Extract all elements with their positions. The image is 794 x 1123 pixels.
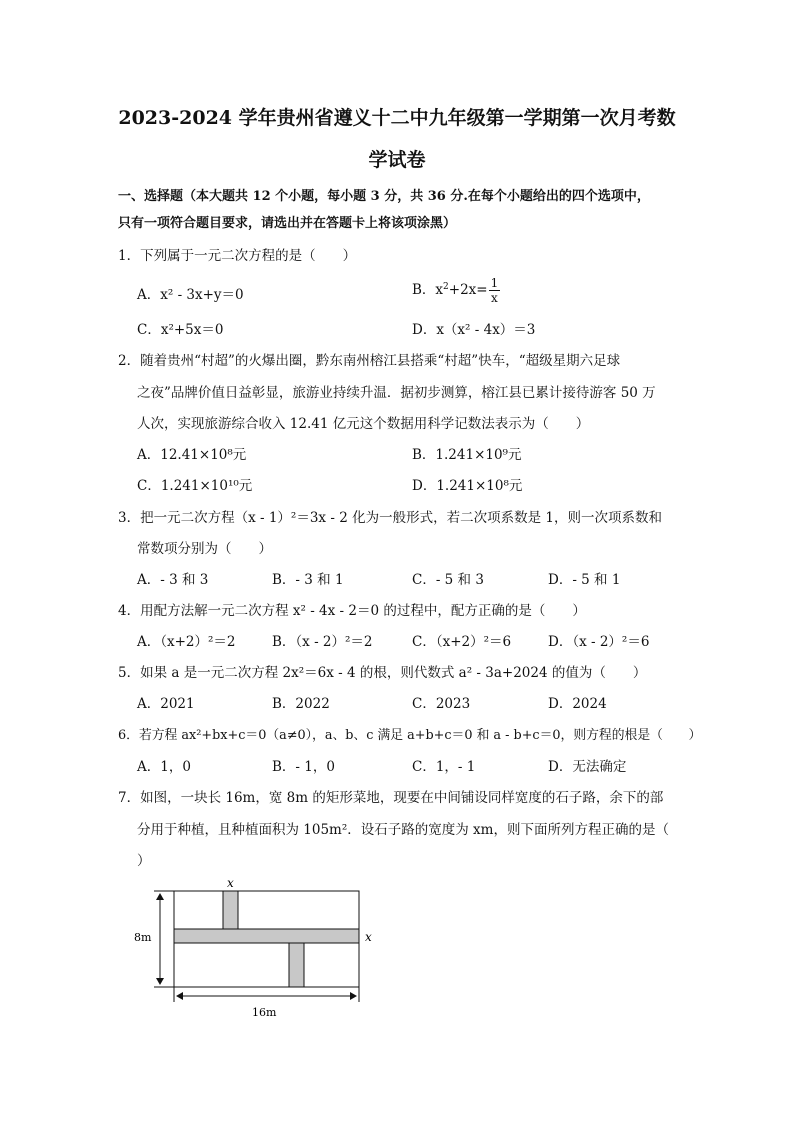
q7-line3: ） <box>137 853 151 869</box>
exam-title-line2: 学试卷 <box>368 149 426 171</box>
q1-stem: 1．下列属于一元二次方程的是（ ） <box>118 248 357 264</box>
q7-line1: 7．如图，一块长 16m，宽 8m 的矩形菜地，现要在中间铺设同样宽度的石子路，余下的部 <box>118 790 664 806</box>
label-x-top: x <box>227 876 234 890</box>
q5-option-b: B．2022 <box>272 696 330 712</box>
label-width: 16m <box>252 1006 277 1019</box>
q6-option-b: B．- 1，0 <box>272 759 335 775</box>
q1-option-b-mid: +2x= <box>448 282 488 298</box>
q4-option-b: B．（x - 2）²＝2 <box>272 634 373 650</box>
q4-stem: 4．用配方法解一元二次方程 x² - 4x - 2＝0 的过程中，配方正确的是（ ） <box>118 603 586 619</box>
q2-option-d: D．1.241×10⁸元 <box>412 478 523 494</box>
vertical-road-bottom <box>289 943 304 987</box>
q1-fraction-numerator: 1 <box>490 276 499 290</box>
q5-option-a: A．2021 <box>137 696 195 712</box>
q4-option-d: D．（x - 2）²＝6 <box>548 634 650 650</box>
q7-figure <box>130 875 390 1025</box>
q2-option-b: B．1.241×10⁹元 <box>412 447 522 463</box>
q6-stem: 6．若方程 ax²+bx+c＝0（a≠0），a、b、c 满足 a+b+c＝0 和 a - b+c＝0，则方程的根是（ ） <box>118 728 702 743</box>
q1-fraction-denominator: x <box>491 291 498 305</box>
q3-option-a: A．- 3 和 3 <box>137 572 209 588</box>
q6-option-d: D．无法确定 <box>548 759 627 775</box>
horizontal-road <box>174 929 359 943</box>
q6-option-a: A．1，0 <box>137 759 191 775</box>
q6-option-c: C．1，- 1 <box>412 759 476 775</box>
q3-line1: 3．把一元二次方程（x - 1）²＝3x - 2 化为一般形式，若二次项系数是 1，则一次项系数和 <box>118 510 662 526</box>
q3-option-c: C．- 5 和 3 <box>412 572 484 588</box>
q3-line2: 常数项分别为（ ） <box>137 541 272 557</box>
q3-option-d: D．- 5 和 1 <box>548 572 621 588</box>
q2-line2: 之夜”品牌价值日益彰显，旅游业持续升温．据初步测算，榕江县已累计接待游客 50 万 <box>137 385 656 401</box>
q2-line3: 人次，实现旅游综合收入 12.41 亿元这个数据用科学记数法表示为（ ） <box>137 416 590 432</box>
q1-option-a: A．x² - 3x+y＝0 <box>137 287 244 303</box>
q5-stem: 5．如果 a 是一元二次方程 2x²＝6x - 4 的根，则代数式 a² - 3a+2024 的值为（ ） <box>118 665 647 681</box>
q4-option-a: A．（x+2）²＝2 <box>137 634 236 650</box>
q1-option-b: B．$x^2+2x=$ $\frac{1}{x}$ <box>412 276 499 305</box>
q5-option-c: C．2023 <box>412 696 471 712</box>
label-x-right: x <box>365 930 372 944</box>
exam-title-line1: 2023-2024 学年贵州省遵义十二中九年级第一学期第一次月考数 <box>118 107 676 129</box>
q2-line1: 2．随着贵州“村超”的火爆出圈，黔东南州榕江县搭乘“村超”快车，“超级星期六足球 <box>118 353 621 369</box>
q1-option-b-prefix: B．x <box>412 282 444 298</box>
q1-option-d: D．x（x² - 4x）＝3 <box>412 322 536 338</box>
section-heading-line1: 一、选择题（本大题共 12 个小题，每小题 3 分，共 36 分.在每个小题给出的四个选项中， <box>118 189 650 204</box>
q2-option-a: A．12.41×10⁸元 <box>137 447 247 463</box>
q2-option-c: C．1.241×10¹⁰元 <box>137 478 253 494</box>
q1-option-c: C．x²+5x＝0 <box>137 322 224 338</box>
label-height: 8m <box>134 931 152 944</box>
section-heading-line2: 只有一项符合题目要求，请选出并在答题卡上将该项涂黑） <box>118 216 457 231</box>
q5-option-d: D．2024 <box>548 696 607 712</box>
q4-option-c: C．（x+2）²＝6 <box>412 634 512 650</box>
q7-line2: 分用于种植，且种植面积为 105m²．设石子路的宽度为 xm，则下面所列方程正确的是（ <box>137 822 669 838</box>
q3-option-b: B．- 3 和 1 <box>272 572 344 588</box>
vertical-road-top <box>223 891 238 929</box>
q1-option-b-fraction <box>489 276 501 305</box>
